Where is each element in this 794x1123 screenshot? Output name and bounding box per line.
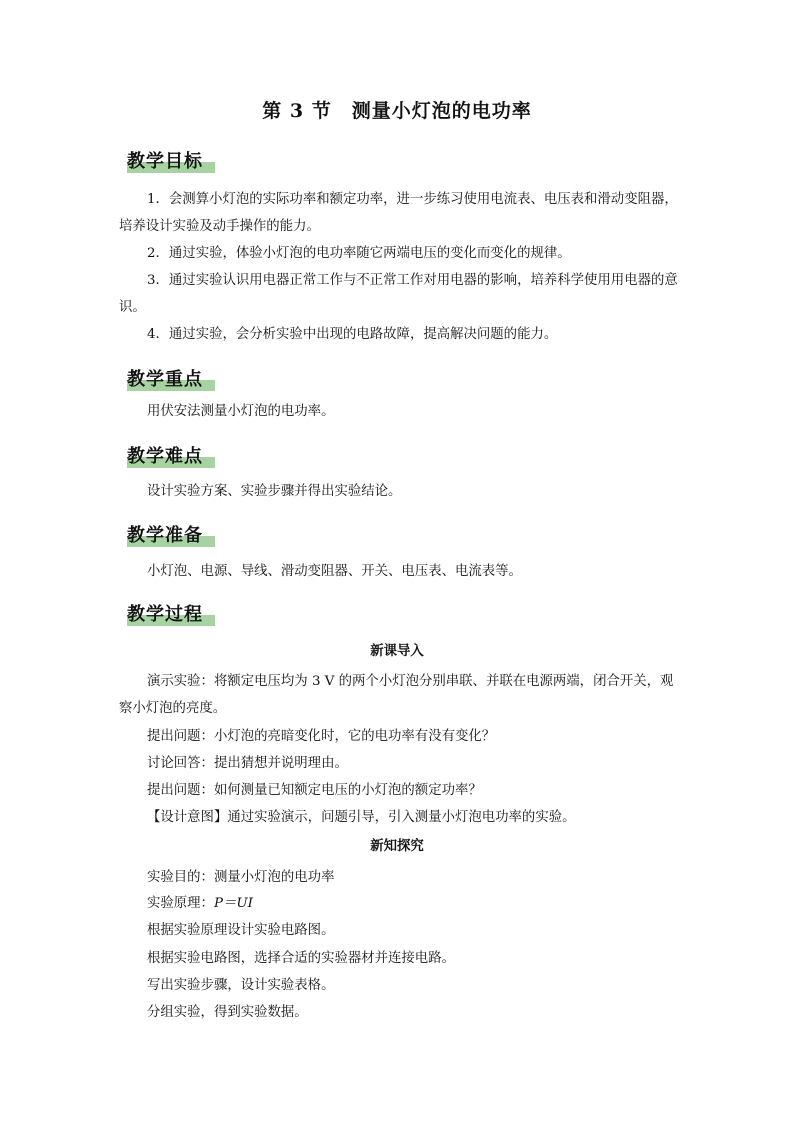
subheading-explore: 新知探究 [370,838,424,854]
intro-line-4: 提出问题：如何测量已知额定电压的小灯泡的额定功率？ [147,783,482,798]
goal-item-2: 2．通过实验，体验小灯泡的电功率随它两端电压的变化而变化的规律。 [147,246,571,261]
goal-item-1: 1．会测算小灯泡的实际功率和额定功率，进一步练习使用电流表、电压表和滑动变阻器，培养设计实验及动手操作的能力。 [119,192,678,234]
section-heading-process [127,601,203,629]
section-heading-text: 教学准备 [127,525,203,546]
explore-line-6: 分组实验，得到实验数据。 [147,1005,308,1020]
subheading-intro: 新课导入 [370,643,424,659]
intro-line-1: 演示实验：将额定电压均为 3 V 的两个小灯泡分别串联、并联在电源两端，闭合开关，观察小灯泡的亮度。 [119,674,674,716]
intro-design-intent: 【设计意图】通过实验演示，问题引导，引入测量小灯泡电功率的实验。 [147,810,576,825]
section-heading-text: 教学重点 [127,369,203,390]
explore-line-4: 根据实验电路图，选择合适的实验器材并连接电路。 [147,951,455,966]
section-heading-text: 教学过程 [127,604,203,625]
key-point-text: 用伏安法测量小灯泡的电功率。 [147,404,335,419]
intro-line-3: 讨论回答：提出猜想并说明理由。 [147,756,348,771]
explore-line-1: 实验目的：测量小灯泡的电功率 [147,870,335,885]
explore-line-5: 写出实验步骤，设计实验表格。 [147,978,335,993]
explore-line-3: 根据实验原理设计实验电路图。 [147,923,335,938]
section-heading-text: 教学目标 [127,151,203,172]
goal-item-3: 3．通过实验认识用电器正常工作与不正常工作对用电器的影响，培养科学使用用电器的意识。 [119,273,678,315]
section-heading-text: 教学难点 [127,446,203,467]
explore-principle-label: 实验原理： [147,896,214,911]
explore-line-2 [119,890,679,917]
document-title: 第 3 节 测量小灯泡的电功率 [262,100,532,122]
goal-item-4: 4．通过实验，会分析实验中出现的电路故障，提高解决问题的能力。 [147,327,558,342]
power-formula: P＝UI [213,896,253,911]
section-heading-preparation [127,522,203,550]
section-heading-difficulty [127,443,203,471]
section-heading-goals [127,148,203,176]
section-heading-key-point [127,366,203,394]
difficulty-text: 设计实验方案、实验步骤并得出实验结论。 [147,484,402,499]
intro-line-2: 提出问题：小灯泡的亮暗变化时，它的电功率有没有变化？ [147,729,496,744]
preparation-text: 小灯泡、电源、导线、滑动变阻器、开关、电压表、电流表等。 [147,564,522,579]
